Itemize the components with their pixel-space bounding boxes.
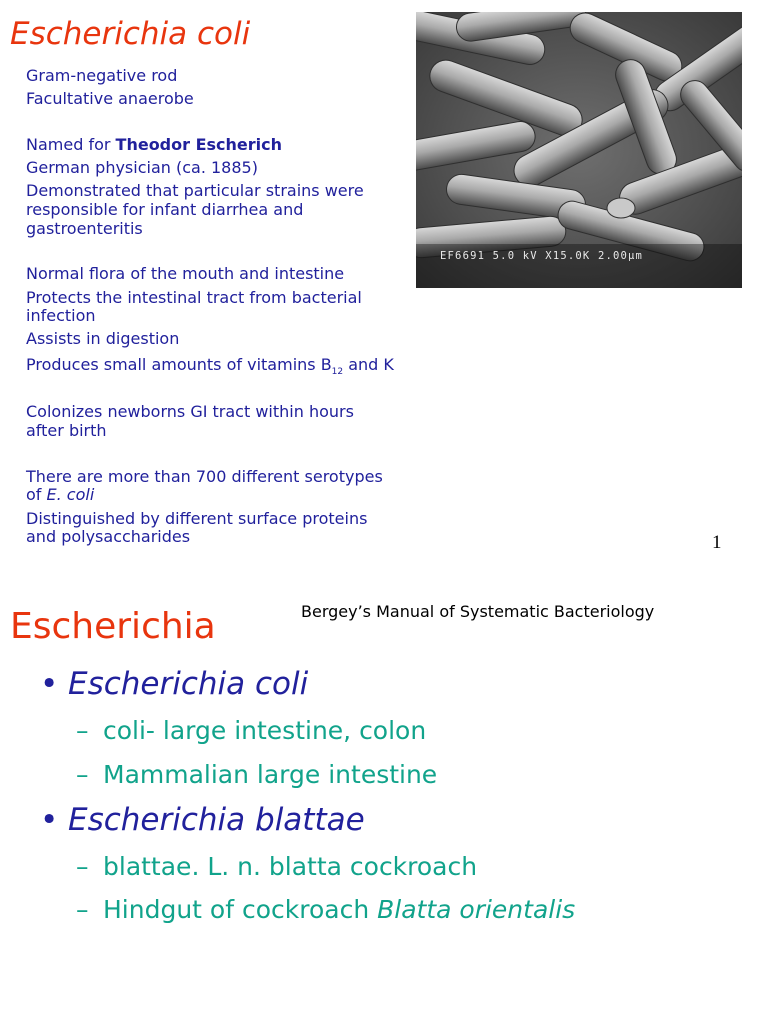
text-gram-negative: Gram-negative rod — [26, 66, 178, 85]
subitem-text: blattae. L. n. blatta cockroach — [103, 852, 478, 881]
text-distinguished-1: Distinguished by different surface proteins — [26, 509, 368, 528]
vitamins-subscript: 12 — [331, 367, 344, 378]
text-normal-flora: Normal flora of the mouth and intestine — [26, 264, 345, 283]
list-item-escherichia-blattae — [40, 802, 365, 838]
text-protects-2: infection — [26, 306, 96, 325]
species-name: Escherichia blattae — [68, 802, 365, 838]
named-for-person: Theodor Escherich — [115, 135, 283, 154]
subitem-text: Hindgut of cockroach — [103, 895, 378, 924]
bullet-point: • — [40, 802, 59, 838]
list-subitem-coli-colon — [76, 716, 426, 745]
subitem-text: coli- large intestine, colon — [103, 716, 427, 745]
subitem-text: Mammalian large intestine — [103, 760, 438, 789]
micrograph-rods-icon — [416, 12, 742, 288]
text-named-for — [26, 136, 282, 154]
slide-2 — [0, 576, 768, 1024]
text-vitamins — [26, 356, 394, 381]
dash-marker: – — [76, 716, 89, 745]
text-colonizes-1: Colonizes newborns GI tract within hours — [26, 402, 354, 421]
named-for-label: Named for — [26, 135, 116, 154]
text-distinguished-2: and polysaccharides — [26, 527, 191, 546]
serotypes-species: E. coli — [46, 485, 95, 504]
dash-marker: – — [76, 760, 89, 789]
list-item-escherichia-coli — [40, 666, 308, 702]
vitamins-suffix: and K — [343, 355, 394, 374]
vitamins-label: Produces small amounts of vitamins B — [26, 355, 332, 374]
text-facultative-anaerobe: Facultative anaerobe — [26, 89, 194, 108]
page-number: 1 — [712, 532, 722, 553]
text-digestion: Assists in digestion — [26, 329, 180, 348]
slide-1-title: Escherichia coli — [10, 16, 251, 52]
text-colonizes-2: after birth — [26, 421, 107, 440]
ecoli-micrograph-image — [416, 12, 742, 288]
slide-2-title: Escherichia — [10, 606, 216, 647]
text-demonstrated-2: responsible for infant diarrhea and — [26, 200, 304, 219]
subitem-italic-species: Blatta orientalis — [377, 895, 576, 924]
text-demonstrated-3: gastroenteritis — [26, 219, 143, 238]
micrograph-caption: EF6691 5.0 kV X15.0K 2.00µm — [440, 250, 644, 262]
text-serotypes-1: There are more than 700 different serotypes — [26, 467, 383, 486]
bullet-point: • — [40, 666, 59, 702]
text-demonstrated-1: Demonstrated that particular strains were — [26, 181, 364, 200]
list-subitem-mammalian — [76, 760, 437, 789]
text-protects-1: Protects the intestinal tract from bacterial — [26, 288, 362, 307]
dash-marker: – — [76, 895, 89, 924]
species-name: Escherichia coli — [68, 666, 309, 702]
reference-text: Bergey’s Manual of Systematic Bacteriology — [301, 602, 655, 621]
dash-marker: – — [76, 852, 89, 881]
list-subitem-blattae-cockroach — [76, 852, 477, 881]
list-subitem-hindgut — [76, 895, 575, 924]
text-serotypes-2 — [26, 486, 94, 504]
serotypes-of: of — [26, 485, 47, 504]
text-german-physician: German physician (ca. 1885) — [26, 158, 258, 177]
